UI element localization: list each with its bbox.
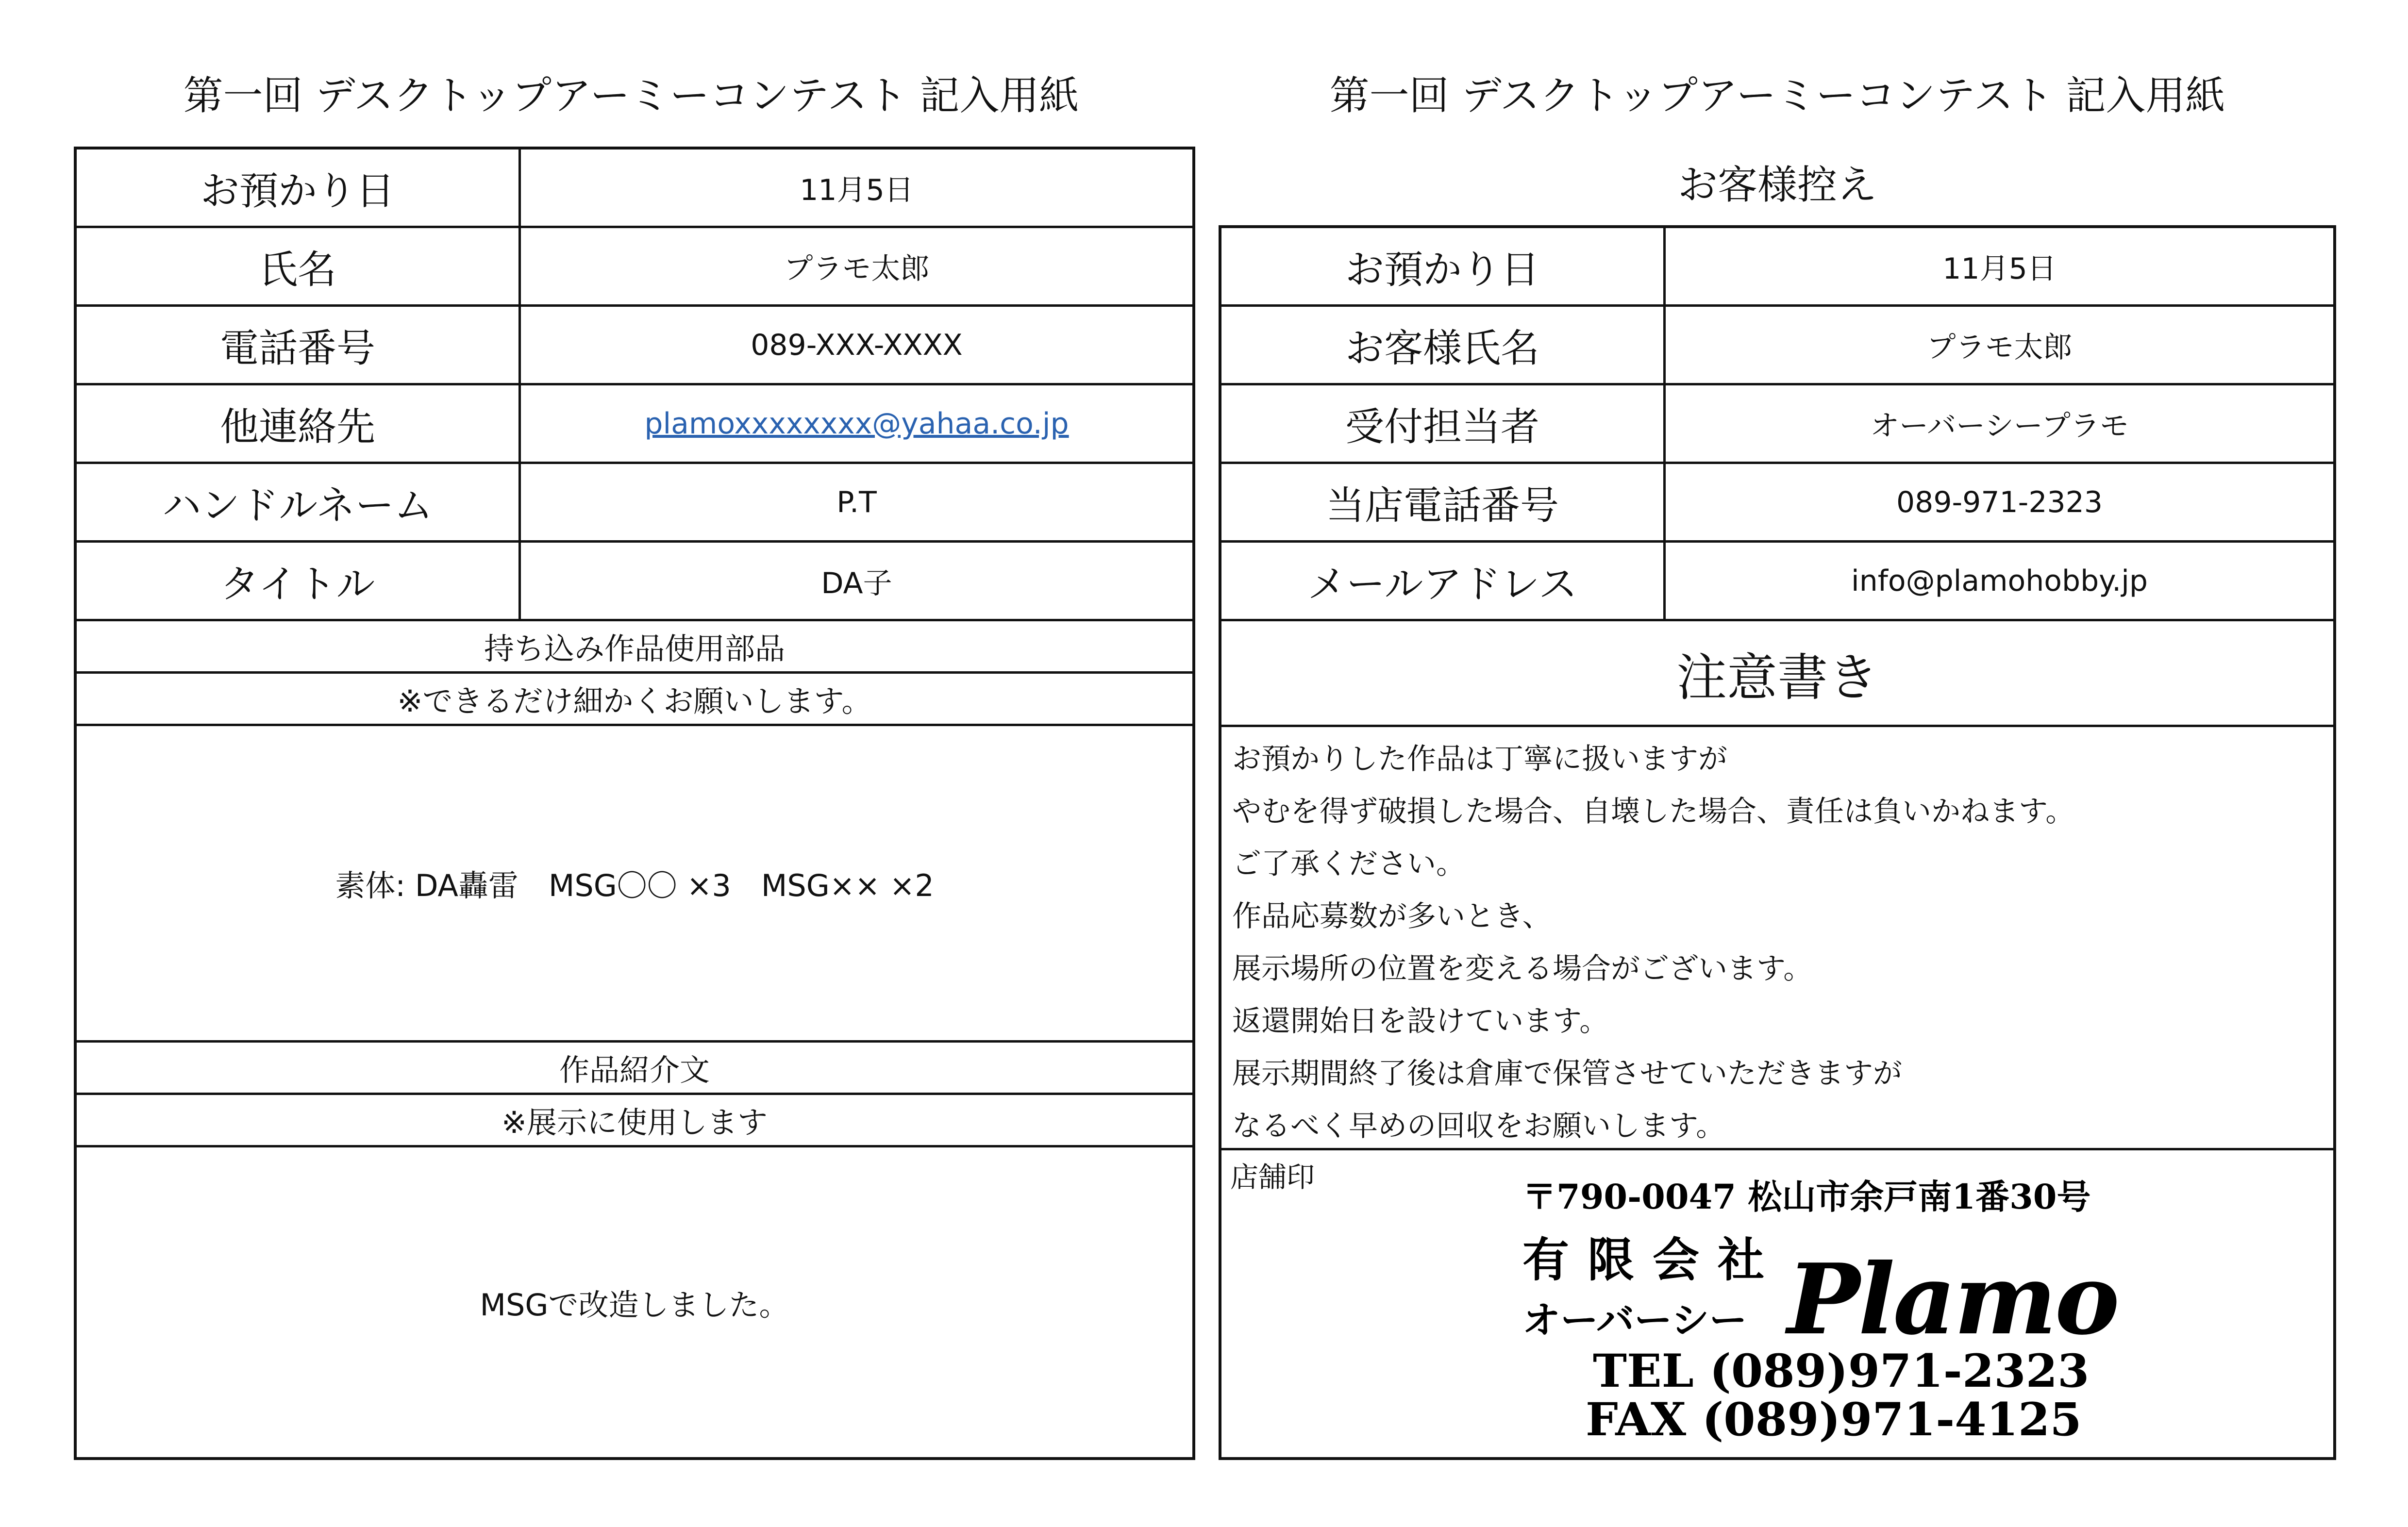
parts-note: ※できるだけ細かくお願いします。	[397, 683, 872, 719]
label-handle-name: ハンドルネーム	[77, 464, 521, 540]
parts-value[interactable]: 素体: DA轟雷 MSG〇〇 ×3 MSG×× ×2	[335, 868, 934, 903]
notice-heading: 注意書き	[1676, 647, 1878, 707]
row-received-date	[77, 149, 1192, 228]
row-name	[77, 228, 1192, 307]
value-staff: オーバーシープラモ	[1870, 409, 2129, 443]
row-other-contact	[77, 385, 1192, 464]
stamp-area	[1221, 1150, 2333, 1457]
notice-line: お預かりした作品は丁寧に扱いますが	[1232, 742, 1727, 776]
notice-body	[1221, 727, 2333, 1150]
label-staff: 受付担当者	[1221, 385, 1666, 462]
notice-heading-row	[1221, 621, 2333, 727]
notice-text	[1232, 733, 2074, 1152]
label-customer-name: お客様氏名	[1221, 307, 1666, 383]
value-store-phone: 089-971-2323	[1896, 485, 2103, 519]
stamp-tel: TEL (089)971-2323	[1593, 1344, 2090, 1398]
left-form-title: 第一回 デスクトップアーミーコンテスト 記入用紙	[183, 73, 1079, 119]
notice-line: ご了承ください。	[1232, 847, 1465, 881]
value-title[interactable]: DA子	[821, 566, 892, 600]
label-title: タイトル	[77, 543, 521, 619]
plamo-logo: Plamo	[1787, 1243, 2118, 1357]
store-stamp	[1522, 1170, 2118, 1446]
value-name[interactable]: プラモ太郎	[784, 251, 930, 286]
notice-line: なるべく早めの回収をお願いします。	[1232, 1109, 1725, 1143]
parts-value-row	[77, 726, 1192, 1043]
stamp-address: 〒790-0047 松山市余戸南1番30号	[1522, 1177, 2091, 1217]
row-store-phone	[1221, 464, 2333, 543]
entry-form-table	[74, 147, 1195, 1460]
value-handle-name[interactable]: P.T	[836, 485, 877, 519]
intro-note-row	[77, 1095, 1192, 1147]
intro-heading: 作品紹介文	[559, 1052, 710, 1088]
right-form-title: 第一回 デスクトップアーミーコンテスト 記入用紙	[1329, 73, 2225, 119]
stamp-label: 店舗印	[1230, 1161, 1315, 1194]
customer-copy-subtitle: お客様控え	[1677, 162, 1877, 208]
notice-line: 作品応募数が多いとき、	[1232, 899, 1552, 933]
notice-line: 展示場所の位置を変える場合がございます。	[1232, 952, 1813, 986]
notice-line: 展示期間終了後は倉庫で保管させていただきますが	[1232, 1057, 1902, 1091]
notice-line: 返還開始日を設けています。	[1232, 1004, 1609, 1038]
row-email	[1221, 543, 2333, 621]
intro-note: ※展示に使用します	[502, 1105, 768, 1140]
parts-heading: 持ち込み作品使用部品	[484, 631, 785, 666]
intro-heading-row	[77, 1043, 1192, 1095]
value-phone[interactable]: 089-XXX-XXXX	[751, 328, 963, 362]
email-link[interactable]: plamoxxxxxxxx@yahaa.co.jp	[644, 406, 1069, 441]
label-email: メールアドレス	[1221, 543, 1666, 619]
stamp-fax: FAX (089)971-4125	[1586, 1393, 2082, 1446]
label-received-date: お預かり日	[1221, 228, 1666, 304]
notice-line: やむを得ず破損した場合、自壊した場合、責任は負いかねます。	[1232, 795, 2075, 829]
row-title	[77, 543, 1192, 621]
value-customer-name: プラモ太郎	[1926, 330, 2073, 365]
customer-copy-table	[1219, 225, 2336, 1460]
stamp-company-type: 有限会社	[1522, 1232, 1783, 1287]
value-received-date[interactable]: 11月5日	[800, 173, 914, 207]
value-other-contact[interactable]	[521, 385, 1192, 462]
row-phone	[77, 307, 1192, 385]
stamp-company-name: オーバーシー	[1522, 1298, 1747, 1343]
label-received-date: お預かり日	[77, 149, 521, 226]
row-staff	[1221, 385, 2333, 464]
intro-value-row	[77, 1147, 1192, 1457]
row-handle-name	[77, 464, 1192, 543]
label-name: 氏名	[77, 228, 521, 304]
label-other-contact: 他連絡先	[77, 385, 521, 462]
row-received-date	[1221, 228, 2333, 307]
label-phone: 電話番号	[77, 307, 521, 383]
parts-note-row	[77, 674, 1192, 726]
parts-heading-row	[77, 621, 1192, 674]
row-customer-name	[1221, 307, 2333, 385]
value-received-date: 11月5日	[1942, 251, 2057, 286]
value-email: info@plamohobby.jp	[1851, 564, 2148, 598]
intro-value[interactable]: MSGで改造しました。	[480, 1287, 789, 1323]
label-store-phone: 当店電話番号	[1221, 464, 1666, 540]
